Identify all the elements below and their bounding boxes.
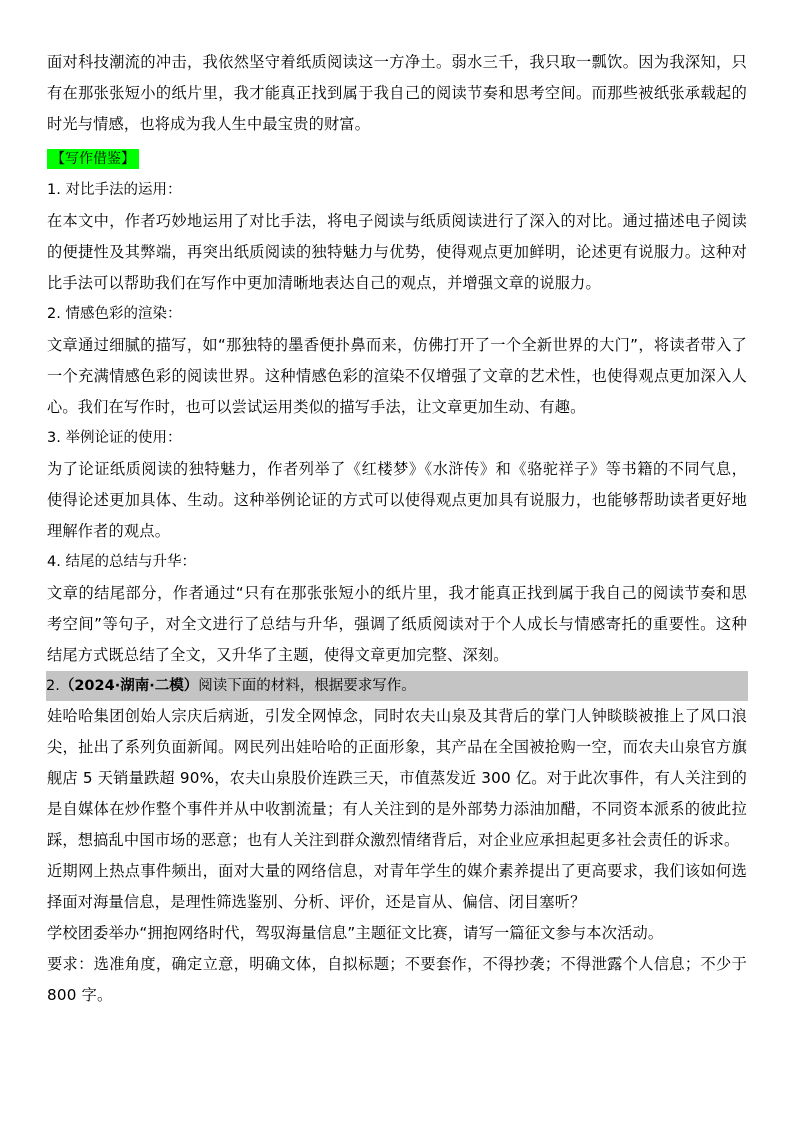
point-heading: 2. 情感色彩的渲染： [47, 306, 182, 322]
question-number: 2. [46, 678, 60, 694]
point-body: 在本文中，作者巧妙地运用了对比手法，将电子阅读与纸质阅读进行了深入的对比。通过描述电子阅读的便捷性及其弊端，再突出纸质阅读的独特魅力与优势，使得观点更加鲜明，论述更有说服力。这种对比手法可以帮助我们在写作中更加清晰地表达自己的观点，并增强文章的说服力。 [47, 212, 747, 292]
point-heading: 1. 对比手法的运用： [47, 182, 182, 198]
point-heading: 3. 举例论证的使用： [47, 430, 182, 446]
section-tag: 【写作借鉴】 [47, 149, 139, 169]
question-header-bar [46, 671, 748, 701]
point-body: 为了论证纸质阅读的独特魅力，作者列举了《红楼梦》《水浒传》和《骆驼祥子》等书籍的不同气息，使得论述更加具体、生动。这种举例论证的方式可以使得观点更加具有说服力，也能够帮助读者更好地理解作者的观点。 [47, 460, 747, 540]
material-paragraph: 娃哈哈集团创始人宗庆后病逝，引发全网悼念，同时农夫山泉及其背后的掌门人钟睒睒被推上了风口浪尖，扯出了系列负面新闻。网民列出娃哈哈的正面形象，其产品在全国被抢购一空，而农夫山泉官方旗舰店 5 天销量跌超 90%，农夫山泉股价连跌三天，市值蒸发近 300 亿。对于此次事件，有人关注到的是自媒体在炒作整个事件并从中收割流量；有人关注到的是外部势力添油加醋，不同资本派系的彼此拉踩，想搞乱中国市场的恶意；也有人关注到群众激烈情绪背后，对企业应承担起更多社会责任的诉求。 [47, 707, 747, 849]
material-paragraph: 学校团委举办“拥抱网络时代，驾驭海量信息”主题征文比赛，请写一篇征文参与本次活动。 [47, 924, 664, 942]
section-tag-row [47, 142, 747, 173]
question-prompt: 阅读下面的材料，根据要求写作。 [198, 678, 416, 694]
document-page [47, 47, 747, 1011]
point-heading: 4. 结尾的总结与升华： [47, 554, 196, 570]
intro-paragraph: 面对科技潮流的冲击，我依然坚守着纸质阅读这一方净土。弱水三千，我只取一瓢饮。因为我深知，只有在那张张短小的纸片里，我才能真正找到属于我自己的阅读节奏和思考空间。而那些被纸张承载起的时光与情感，也将成为我人生中最宝贵的财富。 [47, 53, 747, 133]
point-body: 文章通过细腻的描写，如“那独特的墨香便扑鼻而来，仿佛打开了一个全新世界的大门”，将读者带入了一个充满情感色彩的阅读世界。这种情感色彩的渲染不仅增强了文章的艺术性，也使得观点更加深入人心。我们在写作时，也可以尝试运用类似的描写手法，让文章更加生动、有趣。 [47, 336, 747, 416]
material-paragraph: 要求：选准角度，确定立意，明确文体，自拟标题；不要套作，不得抄袭；不得泄露个人信息；不少于 800 字。 [47, 955, 747, 1004]
point-body: 文章的结尾部分，作者通过“只有在那张张短小的纸片里，我才能真正找到属于我自己的阅读节奏和思考空间”等句子，对全文进行了总结与升华，强调了纸质阅读对于个人成长与情感寄托的重要性。这种结尾方式既总结了全文，又升华了主题，使得文章更加完整、深刻。 [47, 584, 747, 664]
question-source: （2024·湖南·二模） [59, 678, 199, 694]
material-paragraph: 近期网上热点事件频出，面对大量的网络信息，对青年学生的媒介素养提出了更高要求，我们该如何选择面对海量信息，是理性筛选鉴别、分析、评价，还是盲从、偏信、闭目塞听？ [47, 862, 747, 911]
